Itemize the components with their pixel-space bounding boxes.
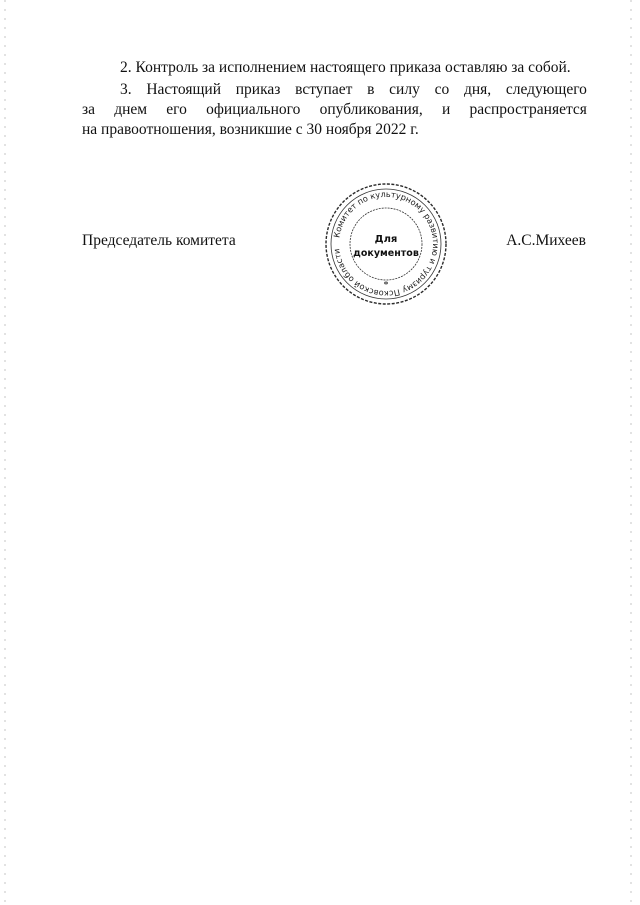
seal-center-line-1: Для (374, 234, 398, 245)
word: следующего (505, 81, 587, 98)
word: Настоящий (146, 81, 221, 98)
paragraph-item-3-line-2 (82, 100, 587, 120)
paragraph-item-3-line-1 (82, 80, 587, 100)
seal-star-icon: * (383, 280, 389, 291)
word: вступает (295, 81, 353, 98)
word: со (434, 81, 450, 98)
seal-center-line-2: документов (353, 248, 419, 259)
scan-edge-right (630, 0, 632, 905)
paragraph-item-2: 2. Контроль за исполнением настоящего приказа оставляю за собой. (120, 59, 571, 76)
paragraph-item-3-line-3: на правоотношения, возникшие с 30 ноября 2022 г. (82, 121, 419, 138)
word: опубликования, (319, 101, 423, 118)
word: официального (206, 101, 301, 118)
word: 3. (120, 81, 132, 98)
scan-edge-left (4, 0, 6, 905)
word: силу (389, 81, 420, 98)
signature-name: А.С.Михеев (506, 232, 586, 249)
word: за (82, 101, 96, 118)
paragraph-item-3 (82, 80, 587, 140)
word: приказ (235, 81, 281, 98)
official-seal (322, 180, 450, 308)
word: в (367, 81, 375, 98)
signature-title: Председатель комитета (82, 232, 236, 249)
seal-ring-text: Комитет по культурному развитию и туризму Псковской области (331, 188, 442, 300)
word: его (166, 101, 187, 118)
word: и (441, 101, 451, 118)
word: дня, (463, 81, 492, 98)
word: распространяется (469, 101, 587, 118)
word: днем (114, 101, 148, 118)
